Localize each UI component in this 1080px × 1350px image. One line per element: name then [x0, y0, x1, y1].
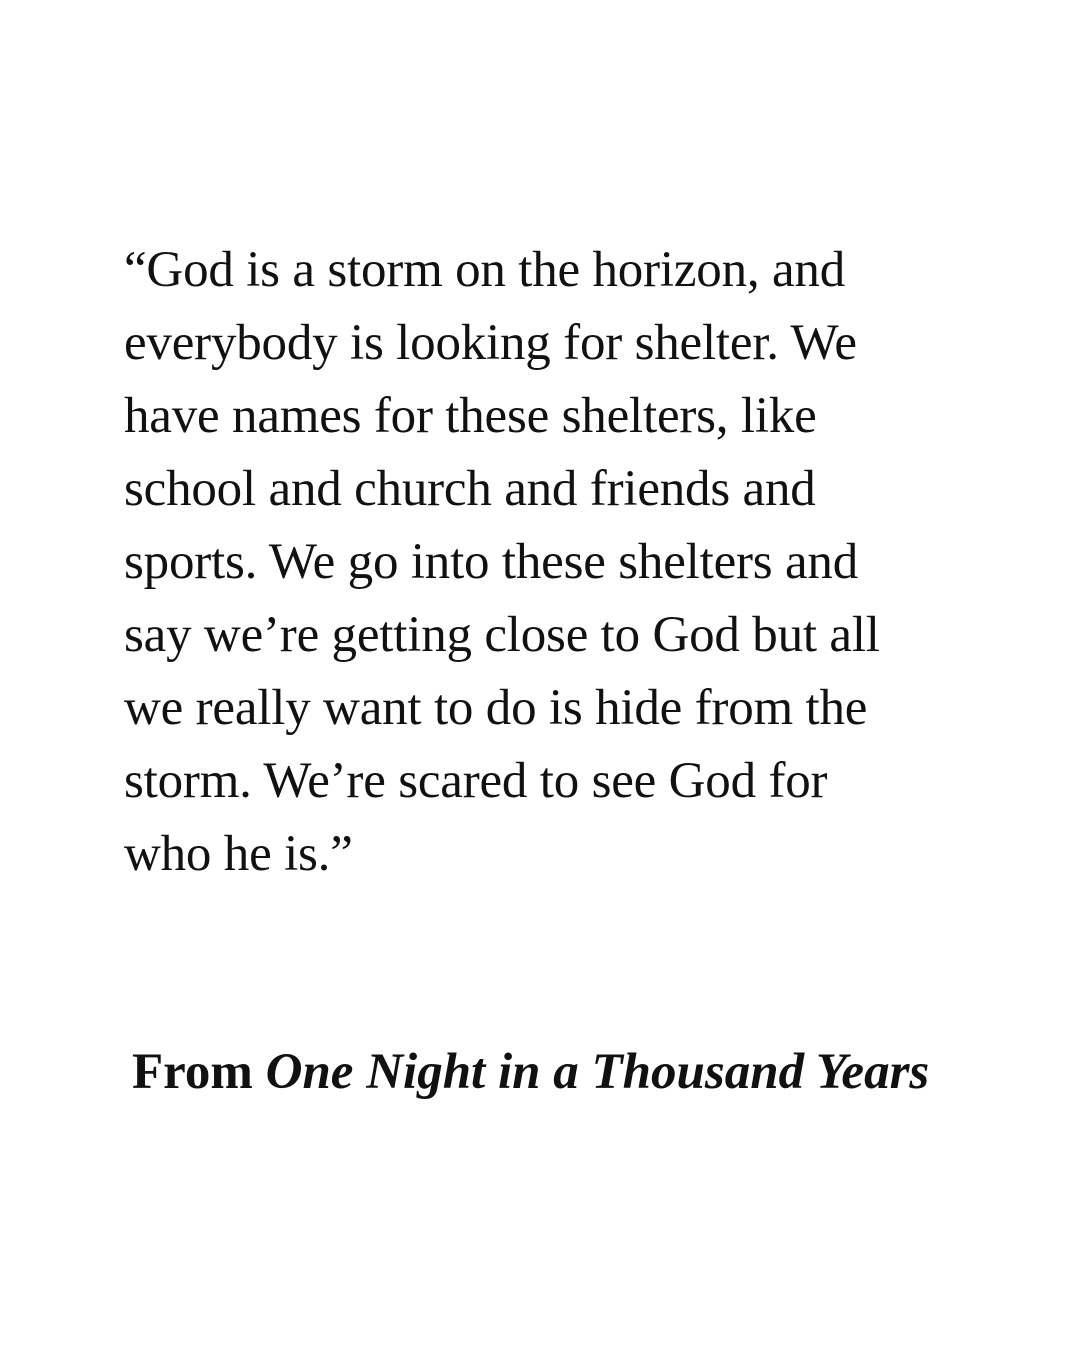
quote-line: everybody is looking for shelter. We — [124, 315, 857, 371]
book-title: One Night in a Thousand Years — [265, 1044, 930, 1100]
quote-line: sports. We go into these shelters and — [124, 534, 859, 590]
quote-line: have names for these shelters, like — [124, 388, 817, 444]
attribution-prefix: From — [132, 1044, 253, 1100]
quote-text — [124, 234, 984, 891]
quote-line: “God is a storm on the horizon, and — [124, 242, 846, 298]
quote-line: who he is.” — [124, 826, 353, 882]
quote-line: say we’re getting close to God but all — [124, 607, 880, 663]
quote-line: storm. We’re scared to see God for — [124, 753, 828, 809]
quote-line: we really want to do is hide from the — [124, 680, 868, 736]
quote-line: school and church and friends and — [124, 461, 816, 517]
attribution — [132, 1040, 1032, 1104]
